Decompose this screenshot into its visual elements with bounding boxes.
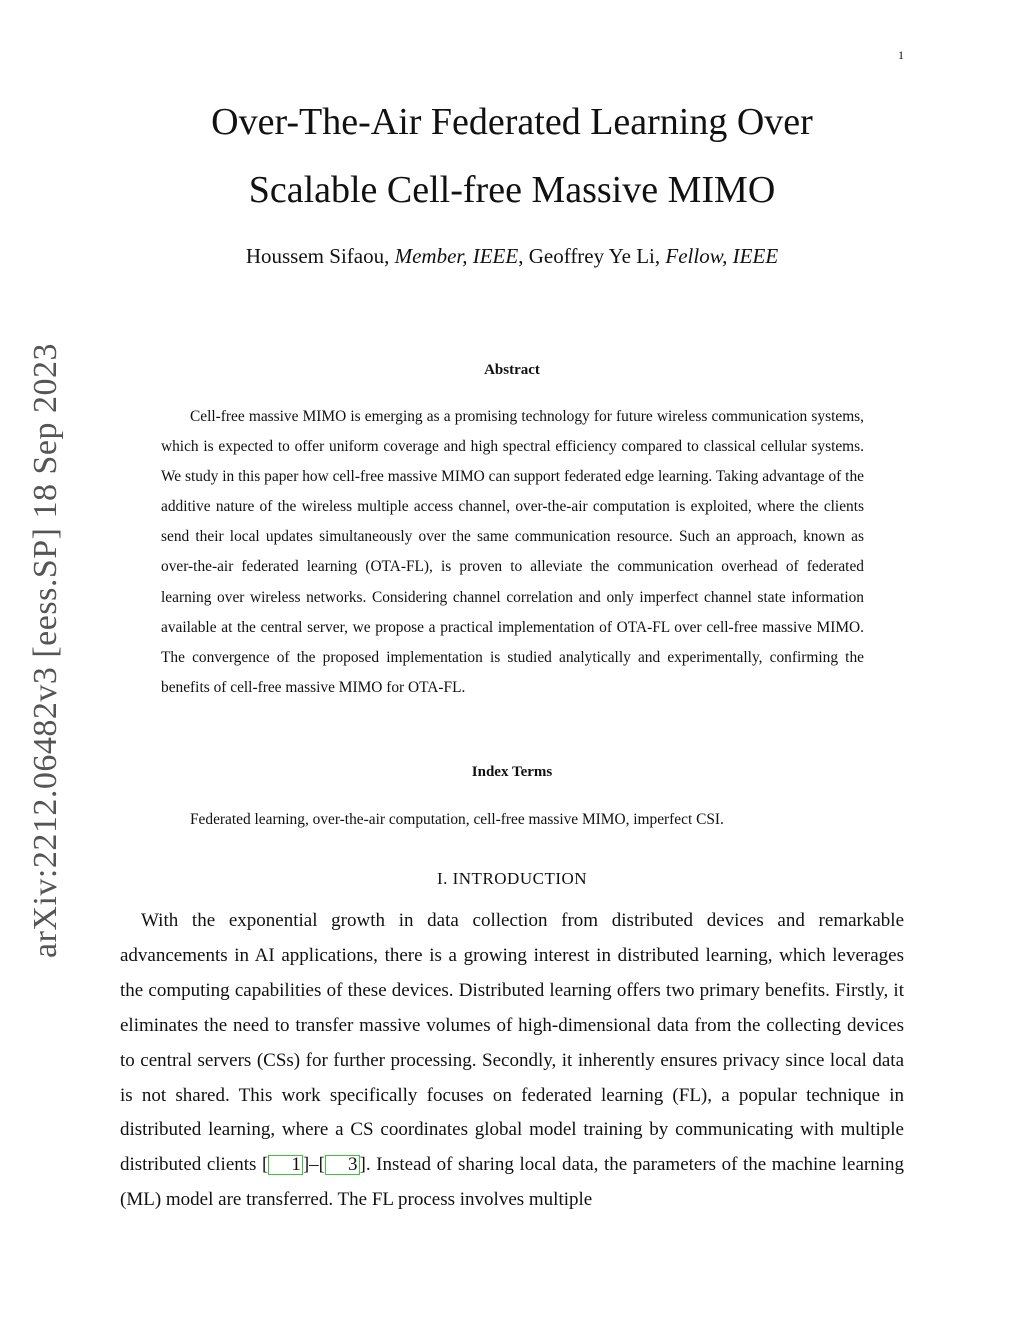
intro-text-after-citation: ]. Instead of sharing local data, the parameters of the machine learning (ML) model are transferred. The FL process involves multiple xyxy=(120,1154,904,1211)
title-line-2: Scalable Cell-free Massive MIMO xyxy=(248,169,776,211)
title-line-1: Over-The-Air Federated Learning Over xyxy=(211,101,813,143)
author-2-name: Geoffrey Ye Li xyxy=(528,244,655,268)
author-list: Houssem Sifaou, Member, IEEE, Geoffrey Ye Li, Fellow, IEEE xyxy=(245,244,779,268)
abstract-body: Cell-free massive MIMO is emerging as a promising technology for future wireless communication systems, which is expected to offer uniform coverage and high spectral efficiency compared to classical cellular systems. We study in this paper how cell-free massive MIMO can support federated edge learning. Taking advantage of the additive nature of the wireless multiple access channel, over-the-air computation is exploited, where the clients send their local updates simultaneously over the same communication resource. Such an approach, known as over-the-air federated learning (OTA-FL), is proven to alleviate the communication overhead of federated learning over wireless networks. Considering channel correlation and only imperfect channel state information available at the central server, we propose a practical implementation of OTA-FL over cell-free massive MIMO. The convergence of the proposed implementation is studied analytically and experimentally, confirming the benefits of cell-free massive MIMO for OTA-FL. xyxy=(161,408,864,696)
section-number: I. xyxy=(436,869,448,888)
section-heading-introduction xyxy=(0,869,1024,889)
citation-link-1[interactable]: 1 xyxy=(268,1155,303,1175)
author-2-role: Fellow, IEEE xyxy=(665,244,779,268)
abstract-heading: Abstract xyxy=(484,362,540,378)
introduction-paragraph xyxy=(120,904,904,1218)
author-1-role: Member, IEEE xyxy=(394,244,519,268)
section-title-rest: NTRODUCTION xyxy=(458,869,588,888)
citation-link-3[interactable]: 3 xyxy=(325,1155,360,1175)
index-terms-body: Federated learning, over-the-air computation, cell-free massive MIMO, imperfect CSI. xyxy=(190,811,724,828)
paper-title xyxy=(0,88,1024,224)
index-terms-heading: Index Terms xyxy=(471,764,553,780)
page-number: 1 xyxy=(898,48,904,62)
intro-text-before-citation: With the exponential growth in data collection from distributed devices and remarkable advancements in AI applications, there is a growing interest in distributed learning, which leverages the computing capabilities of these devices. Distributed learning offers two primary benefits. Firstly, it eliminates the need to transfer massive volumes of high-dimensional data from the collecting devices to central servers (CSs) for further processing. Secondly, it inherently ensures privacy since local data is not shared. This work specifically focuses on federated learning (FL), a popular technique in distributed learning, where a CS coordinates global model training by communicating with multiple distributed clients [ xyxy=(120,910,904,1176)
section-title-initial: I xyxy=(452,869,459,888)
author-1-name: Houssem Sifaou xyxy=(245,244,385,268)
arxiv-identifier-sidebar[interactable]: arXiv:2212.06482v3 [eess.SP] 18 Sep 2023 xyxy=(27,343,64,958)
citation-separator: ]–[ xyxy=(302,1154,325,1176)
